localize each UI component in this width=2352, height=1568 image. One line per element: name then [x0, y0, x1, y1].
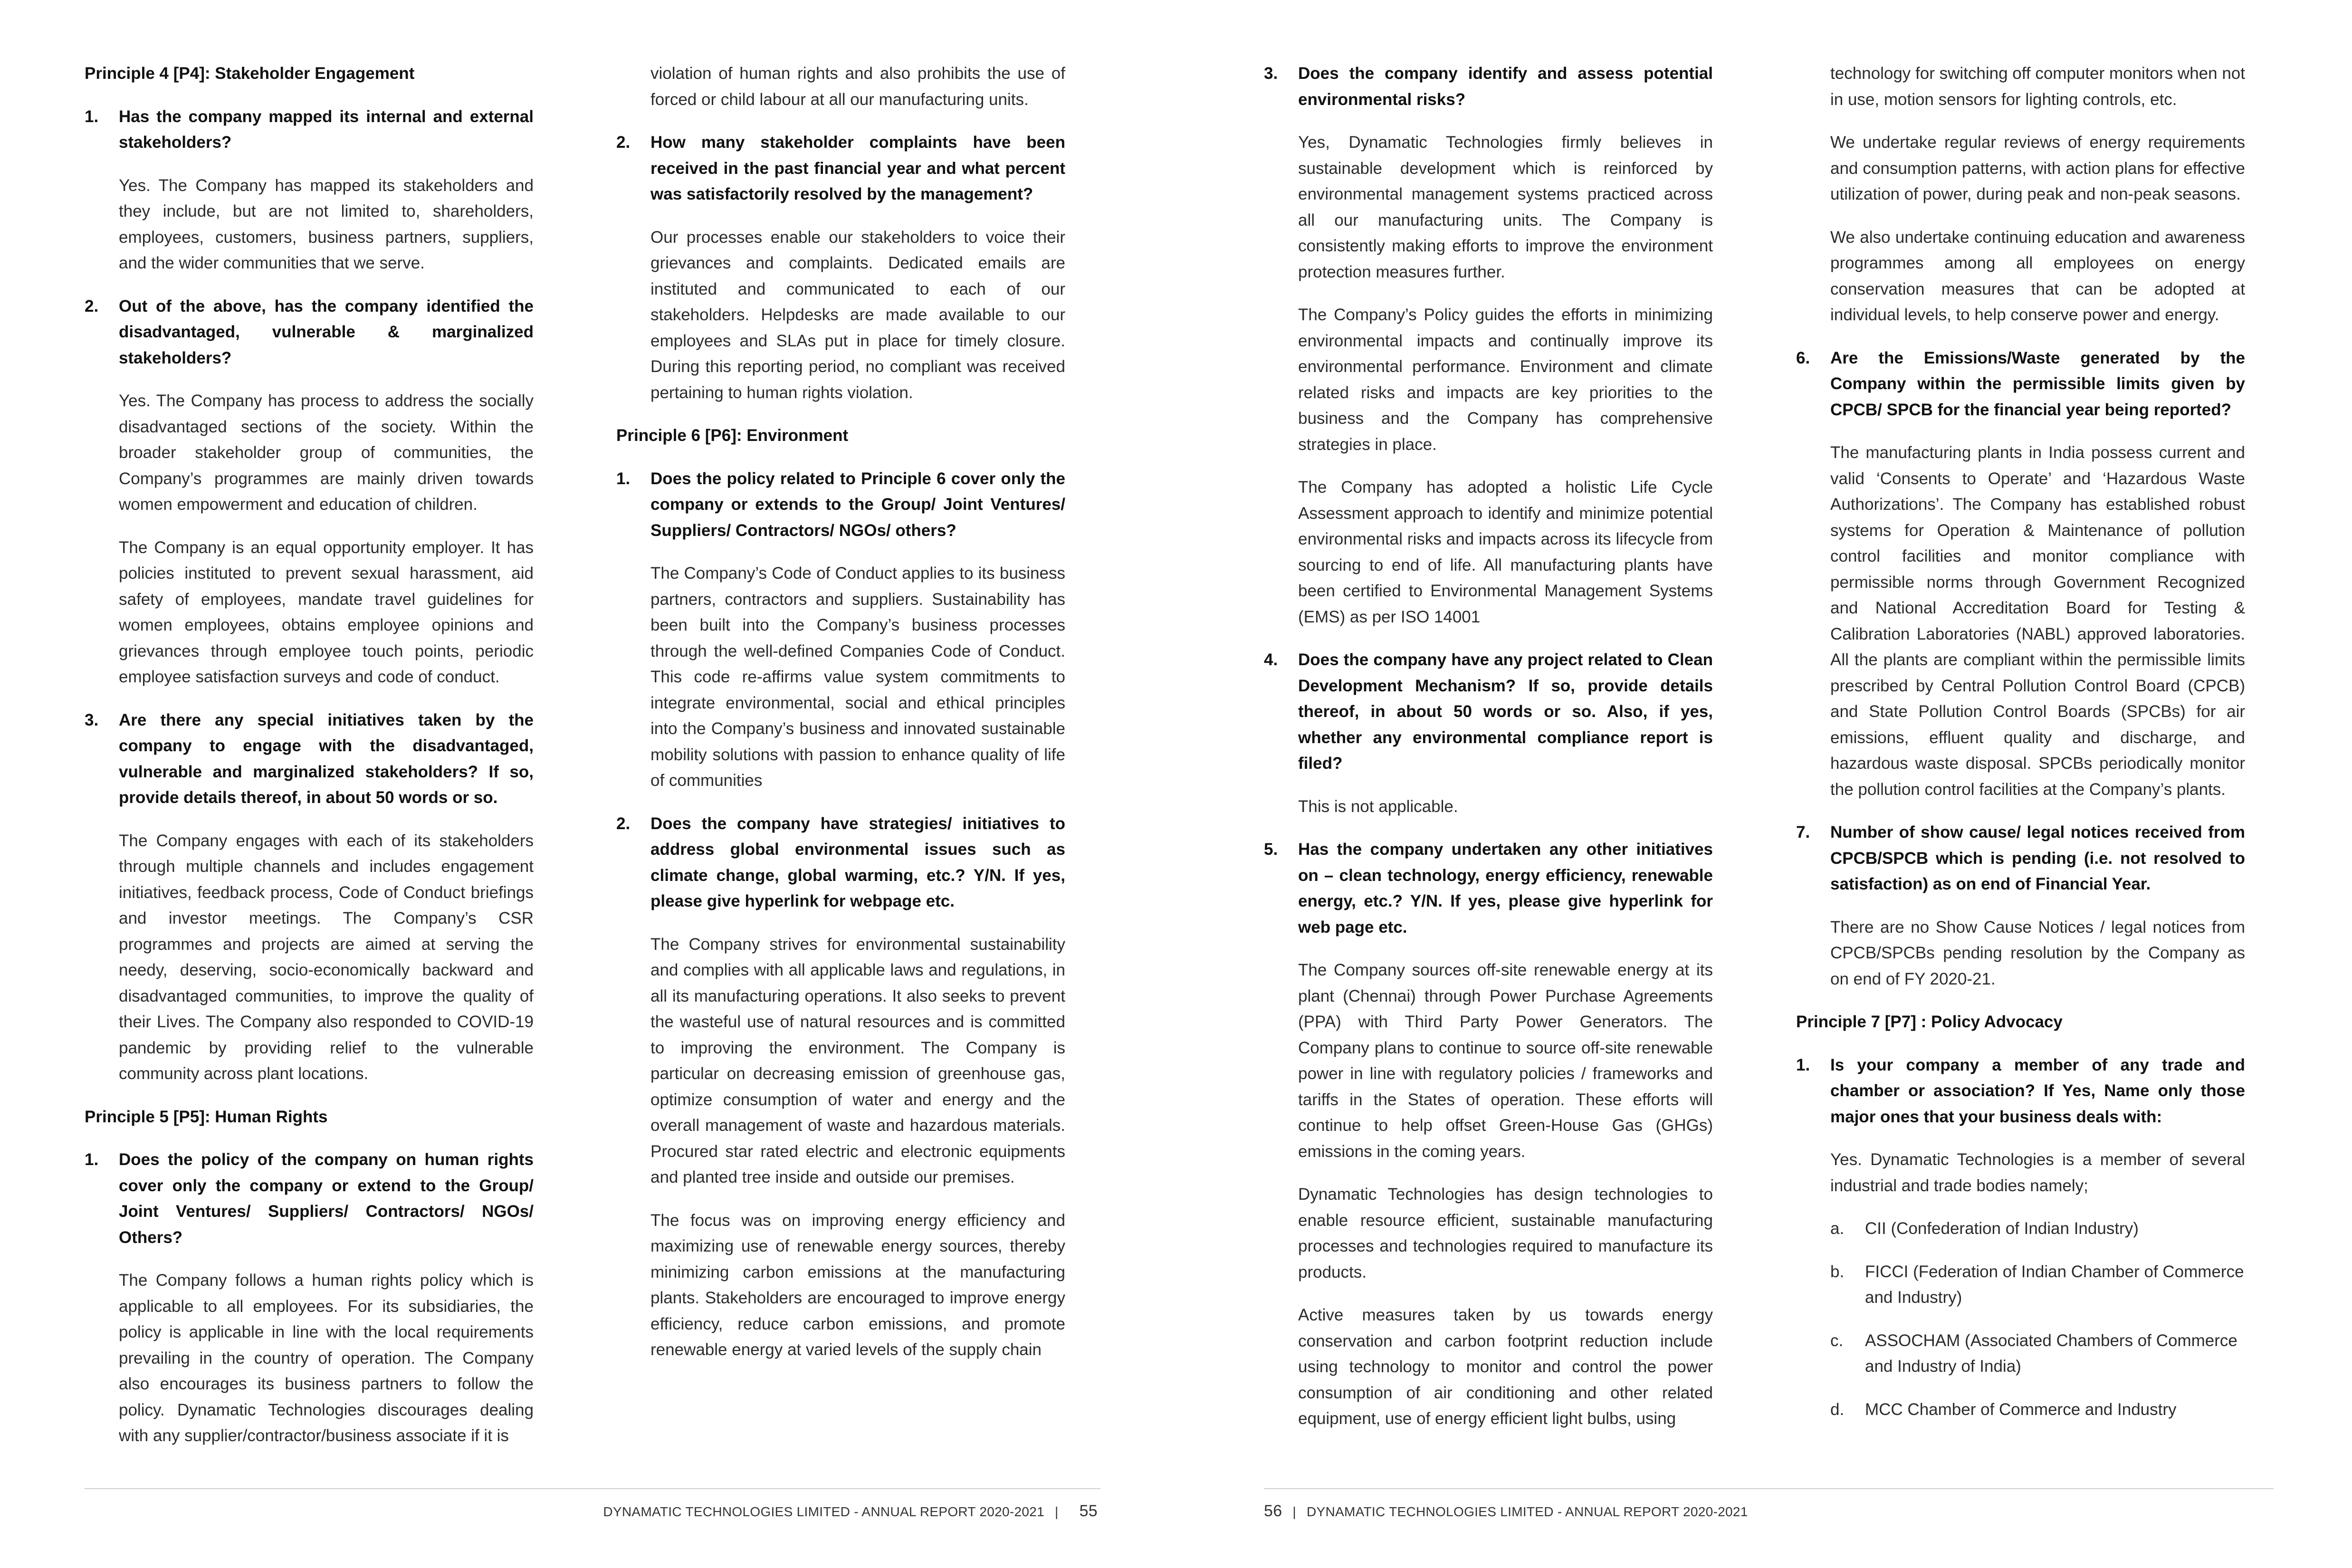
section-heading: Principle 7 [P7] : Policy Advocacy	[1796, 1013, 2063, 1031]
answer-paragraph: The Company has adopted a holistic Life Cycle Assessment approach to identify and minimize potential environmental risks and impacts across its lifecycle from sourcing to end of life. All manufacturing plants have been certified to Environmental Management Systems (EMS) as per ISO 14001	[1298, 478, 1713, 626]
answer-paragraph: This is not applicable.	[1298, 797, 1458, 816]
question-text: Does the company have any project related to Clean Development Mechanism? If so, provide details thereof, in about 50 words or so. Also, if yes, whether any environmental compliance report is filed?	[1298, 650, 1713, 773]
page-number: 55	[1079, 1502, 1098, 1520]
column-1	[85, 61, 534, 1466]
question	[85, 104, 534, 156]
question	[85, 294, 534, 372]
question	[616, 466, 1065, 544]
list-item	[1796, 1216, 2245, 1242]
question-number: 2.	[616, 133, 631, 152]
list-text: FICCI (Federation of Indian Chamber of Commerce and Industry)	[1865, 1262, 2244, 1307]
list-letter: c.	[1830, 1331, 1844, 1350]
list-item	[1796, 1259, 2245, 1311]
answer-paragraph: Yes, Dynamatic Technologies firmly believes in sustainable development which is reinforced by environmental management systems practiced across all our manufacturing units. The Company is consistently making efforts to improve the environment protection measures further.	[1298, 133, 1713, 281]
list-letter: a.	[1830, 1219, 1845, 1238]
question-text: Is your company a member of any trade and chamber or association? If Yes, Name only those major ones that your business deals with:	[1830, 1055, 2245, 1126]
footer-left	[603, 1501, 1098, 1521]
question-text: Does the company have strategies/ initiatives to address global environmental issues such as climate change, global warming, etc.? Y/N. If yes, please give hyperlink for webpage etc.	[650, 814, 1065, 910]
footer-separator: |	[1292, 1504, 1296, 1519]
column-3	[1264, 61, 1713, 1449]
section-heading: Principle 5 [P5]: Human Rights	[85, 1107, 328, 1126]
answer-paragraph: Yes. The Company has process to address the socially disadvantaged sections of the society. Within the broader stakeholder group of communities, the Company’s programmes are mainly driven towards women empowerment and education of children.	[119, 392, 534, 514]
question-number: 3.	[1264, 64, 1278, 83]
answer-paragraph: The Company sources off-site renewable energy at its plant (Chennai) through Power Purchase Agreements (PPA) with Third Party Power Generators. The Company plans to continue to source off-site renewable power in line with regulatory policies / frameworks and tariffs in the States of operation. These efforts will continue to help offset Green-House Gas (GHGs) emissions in the coming years.	[1298, 961, 1713, 1161]
answer-paragraph: The focus was on improving energy efficiency and maximizing use of renewable energy sources, thereby minimizing carbon emissions at the manufacturing plants. Stakeholders are encouraged to improve energy efficiency, reduce carbon emissions, and promote renewable energy at varied levels of the supply chain	[650, 1211, 1065, 1359]
question	[1264, 837, 1713, 940]
question-number: 5.	[1264, 840, 1278, 859]
answer-paragraph: Our processes enable our stakeholders to voice their grievances and complaints. Dedicated emails are instituted and communicated to each of our stakeholders. Helpdesks are made available to our employees and SLAs put in place for timely closure. During this reporting period, no compliant was received pertaining to human rights violation.	[650, 228, 1065, 402]
answer-paragraph: Yes. The Company has mapped its stakeholders and they include, but are not limited to, shareholders, employees, customers, business partners, suppliers, and the wider communities that we serve.	[119, 176, 534, 272]
question	[616, 811, 1065, 915]
answer-paragraph: Active measures taken by us towards energy conservation and carbon footprint reduction include using technology to monitor and control the power consumption of air conditioning and other related equipment, use of energy efficient light bulbs, using	[1298, 1306, 1713, 1428]
list-letter: b.	[1830, 1262, 1845, 1281]
question	[1796, 1052, 2245, 1130]
question-text: Has the company undertaken any other initiatives on – clean technology, energy efficiency, renewable energy, etc.? Y/N. If yes, please give hyperlink for web page etc.	[1298, 840, 1713, 937]
answer-paragraph: The Company’s Code of Conduct applies to its business partners, contractors and suppliers. Sustainability has been built into the Company’s business processes through the well-defined Companies Code of Conduct. This code re-affirms value system commitments to integrate environmental, social and ethical principles into the Company’s business and innovated sustainable mobility solutions with passion to enhance quality of life of communities	[650, 564, 1065, 790]
list-letter: d.	[1830, 1400, 1845, 1419]
footer-separator: |	[1055, 1504, 1059, 1519]
answer-paragraph: The Company follows a human rights policy which is applicable to all employees. For its subsidiaries, the policy is applicable in line with the local requirements prevailing in the country of operation. The Company also encourages its business partners to follow the policy. Dynamatic Technologies discourages dealing with any supplier/contractor/business associate if it is	[119, 1271, 534, 1445]
footer-divider-left	[85, 1488, 1100, 1489]
answer-paragraph: The Company’s Policy guides the efforts in minimizing environmental impacts and continually improve its environmental performance. Environment and climate related risks and impacts are key priorities to the business and the Company has comprehensive strategies in place.	[1298, 306, 1713, 454]
question-text: Out of the above, has the company identified the disadvantaged, vulnerable & marginalized stakeholders?	[119, 296, 534, 367]
answer-paragraph: Yes. Dynamatic Technologies is a member of several industrial and trade bodies namely;	[1830, 1150, 2245, 1195]
question-text: Does the policy of the company on human rights cover only the company or extend to the Group/ Joint Ventures/ Suppliers/ Contractors/ NGOs/ Others?	[119, 1150, 534, 1247]
answer-paragraph: We also undertake continuing education and awareness programmes among all employees on energy conservation measures that can be adopted at individual levels, to help conserve power and energy.	[1830, 228, 2245, 324]
section-heading: Principle 4 [P4]: Stakeholder Engagement	[85, 64, 415, 83]
question-text: Does the policy related to Principle 6 cover only the company or extends to the Group/ Joint Ventures/ Suppliers/ Contractors/ NGOs/ others?	[650, 469, 1065, 540]
question-text: Does the company identify and assess potential environmental risks?	[1298, 64, 1713, 109]
question-text: Number of show cause/ legal notices received from CPCB/SPCB which is pending (i.e. not resolved to satisfaction) as on end of Financial Year.	[1830, 823, 2245, 893]
question-number: 6.	[1796, 348, 1810, 367]
question-number: 2.	[85, 296, 99, 316]
answer-paragraph: There are no Show Cause Notices / legal notices from CPCB/SPCBs pending resolution by the Company as on end of FY 2020-21.	[1830, 918, 2245, 988]
question	[85, 1147, 534, 1251]
list-text: ASSOCHAM (Associated Chambers of Commerce and Industry of India)	[1865, 1331, 2237, 1376]
question-number: 1.	[85, 107, 99, 126]
section-heading: Principle 6 [P6]: Environment	[616, 426, 849, 445]
list-text: CII (Confederation of Indian Industry)	[1865, 1219, 2139, 1238]
list-text: MCC Chamber of Commerce and Industry	[1865, 1400, 2177, 1419]
answer-paragraph: We undertake regular reviews of energy requirements and consumption patterns, with action plans for effective utilization of power, during peak and non-peak seasons.	[1830, 133, 2245, 203]
answer-paragraph: The Company engages with each of its stakeholders through multiple channels and includes engagement initiatives, feedback process, Code of Conduct briefings and investor meetings. The Company’s CSR programmes and projects are aimed at serving the needy, deserving, socio-economically backward and disadvantaged communities, to improve the quality of their Lives. The Company also responded to COVID-19 pandemic by providing relief to the vulnerable community across plant locations.	[119, 831, 534, 1083]
question-number: 1.	[85, 1150, 99, 1169]
question-number: 7.	[1796, 823, 1810, 841]
question-number: 4.	[1264, 650, 1278, 669]
answer-paragraph-continued: violation of human rights and also prohibits the use of forced or child labour at all our manufacturing units.	[650, 64, 1065, 109]
answer-paragraph: The Company is an equal opportunity employer. It has policies instituted to prevent sexual harassment, aid safety of employees, mandate travel guidelines for women employees, obtains employee opinions and grievances through employee touch points, periodic employee satisfaction surveys and code of conduct.	[119, 538, 534, 686]
footer-right	[1264, 1501, 1748, 1521]
answer-paragraph: The manufacturing plants in India possess current and valid ‘Consents to Operate’ and ‘Hazardous Waste Authorizations’. The Company has established robust systems for Operation & Maintenance of pollution control facilities and monitor compliance with permissible norms through Government Recognized and National Accreditation Board for Testing & Calibration Laboratories (NABL) approved laboratories. All the plants are compliant within the permissible limits prescribed by Central Pollution Control Board (CPCB) and State Pollution Control Boards (SPCBs) for air emissions, effluent quality and discharge, and hazardous waste disposal. SPCBs periodically monitor the pollution control facilities at the Company’s plants.	[1830, 443, 2245, 799]
list-item	[1796, 1397, 2245, 1423]
answer-paragraph: Dynamatic Technologies has design technologies to enable resource efficient, sustainable manufacturing processes and technologies required to manufacture its products.	[1298, 1185, 1713, 1281]
answer-paragraph: The Company strives for environmental sustainability and complies with all applicable laws and regulations, in all its manufacturing operations. It also seeks to prevent the wasteful use of natural resources and is committed to improving the environment. The Company is particular on decreasing emission of greenhouse gas, optimize consumption of water and energy and the overall management of waste and hazardous materials. Procured star rated electric and electronic equipments and planted tree inside and outside our premises.	[650, 935, 1065, 1186]
question-text: Has the company mapped its internal and external stakeholders?	[119, 107, 534, 152]
question	[1264, 61, 1713, 113]
page-number: 56	[1264, 1502, 1282, 1520]
footer-report-title: DYNAMATIC TECHNOLOGIES LIMITED - ANNUAL REPORT 2020-2021	[1307, 1504, 1748, 1519]
question	[1796, 820, 2245, 898]
list-item	[1796, 1328, 2245, 1380]
column-2	[616, 61, 1065, 1380]
question-number: 1.	[1796, 1055, 1810, 1074]
answer-paragraph-continued: technology for switching off computer monitors when not in use, motion sensors for lighting controls, etc.	[1830, 64, 2245, 109]
footer-divider-right	[1264, 1488, 2274, 1489]
question-number: 3.	[85, 710, 99, 729]
question	[1796, 345, 2245, 423]
column-4	[1796, 61, 2245, 1440]
footer-report-title: DYNAMATIC TECHNOLOGIES LIMITED - ANNUAL REPORT 2020-2021	[603, 1504, 1044, 1519]
question-text: Are the Emissions/Waste generated by the Company within the permissible limits given by CPCB/ SPCB for the financial year being reported?	[1830, 348, 2245, 419]
question	[1264, 647, 1713, 777]
question-number: 1.	[616, 469, 631, 488]
question-number: 2.	[616, 814, 631, 833]
question-text: Are there any special initiatives taken by the company to engage with the disadvantaged, vulnerable and marginalized stakeholders? If so, provide details thereof, in about 50 words or so.	[119, 710, 534, 807]
question-text: How many stakeholder complaints have been received in the past financial year and what percent was satisfactorily resolved by the management?	[650, 133, 1065, 203]
question	[85, 708, 534, 811]
question	[616, 130, 1065, 208]
